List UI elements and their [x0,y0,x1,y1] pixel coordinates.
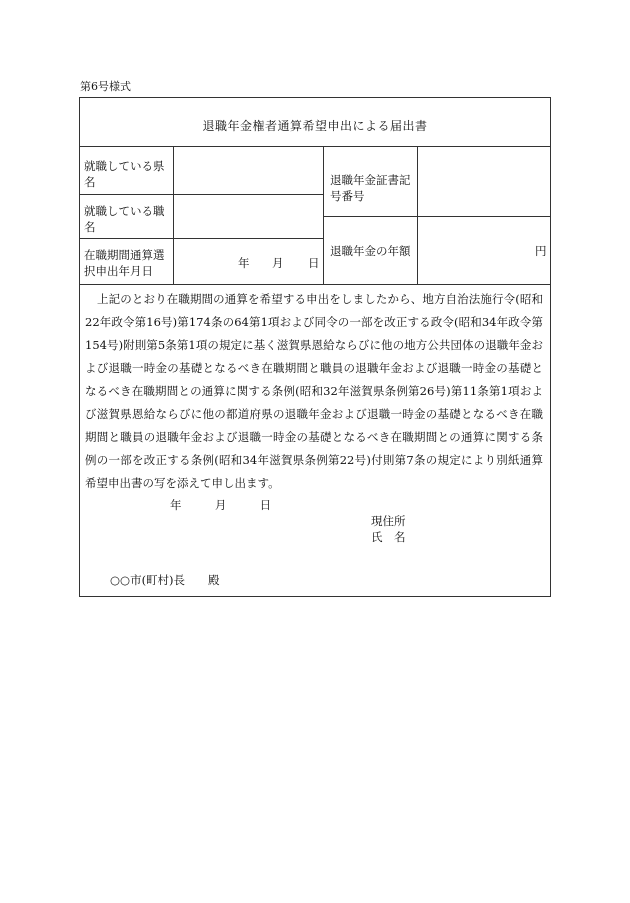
name-label: 氏 名 [371,530,406,544]
prefecture-input[interactable] [174,147,323,194]
position-input[interactable] [174,195,323,238]
prefecture-label: 就職している県名 [84,159,165,189]
certificate-label: 退職年金証書記号番号 [330,173,411,203]
date-year: 年 [238,256,250,270]
form-number: 第6号様式 [80,80,131,93]
sign-month: 月 [214,498,227,512]
date-day: 日 [308,256,320,270]
grid-line [80,284,550,285]
sign-day: 日 [259,498,272,512]
application-form [79,97,551,597]
address-label: 現住所 [371,514,406,528]
sign-year: 年 [170,498,182,512]
pension-amount-input[interactable] [418,217,550,284]
position-label: 就職している職名 [84,204,165,234]
signature-date [170,497,271,513]
selection-date-input[interactable] [174,239,323,284]
addressee: ○○市(町村)長 殿 [110,573,220,587]
form-title: 退職年金権者通算希望申出による届出書 [202,118,428,133]
pension-amount-label: 退職年金の年額 [330,244,411,258]
selection-date-label: 在職期間通算選択申出年月日 [84,248,165,278]
form-title-row [80,98,550,147]
declaration-text: 上記のとおり在職期間の通算を希望する申出をしましたから、地方自治法施行令(昭和22年政令第16号)第174条の64第1項および同令の一部を改正する政令(昭和34年政令第154号)附則第5条第1項の規定に基く滋賀県恩給ならびに他の地方公共団体の退職年金および退職一時金の基礎となるべき在職期間と職員の退職年金および退職一時金の基礎となるべき在職期間との通算に関する条例(昭和32年滋賀県条例第26号)第11条第1項および滋賀県恩給ならびに他の都道府県の退職年金および退職一時金の基礎となるべき在職期間と職員の退職年金および退職一時金の基礎となるべき在職期間との通算に関する条例の一部を改正する条例(昭和34年滋賀県条例第22号)付則第7条の規定により別紙通算希望申出書の写を添えて申し出ます。 [85,292,543,490]
yen-unit: 円 [535,244,547,258]
date-month: 月 [272,256,284,270]
certificate-input[interactable] [418,147,550,216]
